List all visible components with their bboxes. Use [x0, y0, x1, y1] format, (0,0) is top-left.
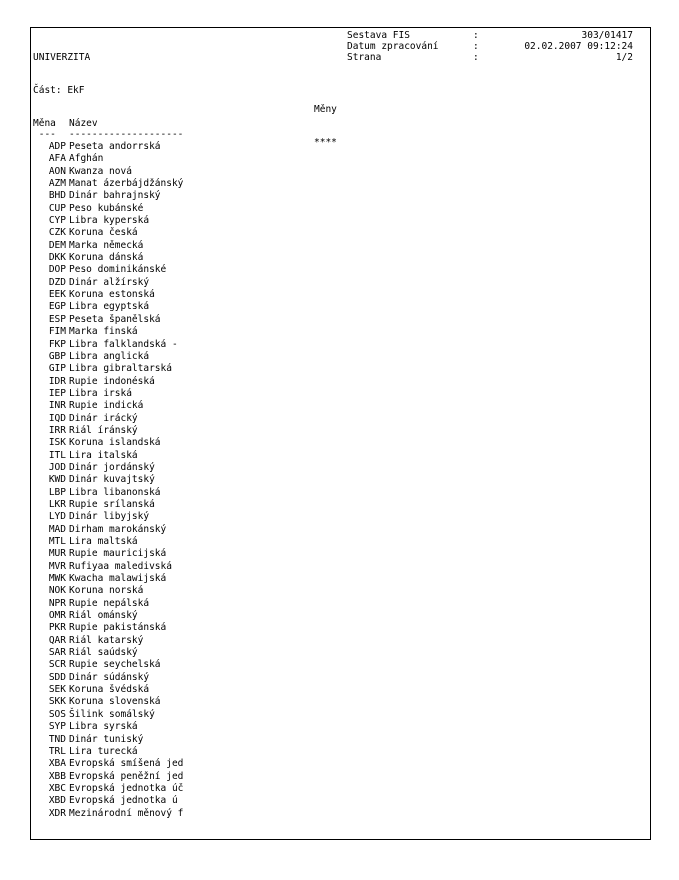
currency-name: Rupie indonéská — [69, 375, 155, 387]
currency-name: Koruna česká — [69, 227, 138, 239]
currency-code: NOK — [48, 585, 66, 597]
currency-name: Evropská smíšená jed — [69, 758, 184, 770]
currency-name: Riál íránský — [69, 424, 138, 436]
currency-code: FKP — [48, 338, 66, 350]
currency-code: LKR — [48, 498, 66, 510]
currency-code: FIM — [48, 326, 66, 338]
currency-name: Koruna islandská — [69, 437, 161, 449]
currency-name: Libra falklandská - — [69, 338, 178, 350]
separator-code — [33, 129, 69, 140]
header-row-date — [347, 41, 633, 52]
currency-name: Rupie indická — [69, 400, 144, 412]
currency-name: Peso dominikánské — [69, 264, 167, 276]
header-value: 1/2 — [615, 52, 633, 63]
table-row — [33, 363, 183, 375]
table-row — [33, 326, 183, 338]
header-value: 02.02.2007 09:12:24 — [524, 41, 633, 52]
currency-code: DEM — [48, 239, 66, 251]
currency-name: Libra syrská — [69, 721, 138, 733]
table-row — [33, 301, 183, 313]
currency-code: DKK — [48, 252, 66, 264]
currency-code: SYP — [48, 721, 66, 733]
currency-name: Libra egyptská — [69, 301, 150, 313]
currency-code: JOD — [48, 461, 66, 473]
currency-code: SCR — [48, 659, 66, 671]
currency-name: Afghán — [69, 153, 104, 165]
currency-code: MVR — [48, 560, 66, 572]
currency-code: LYD — [48, 511, 66, 523]
table-row — [33, 585, 183, 597]
header-value: 303/01417 — [581, 30, 633, 41]
currency-code: SAR — [48, 647, 66, 659]
currency-code: TRL — [48, 745, 66, 757]
header-label: Sestava FIS — [347, 30, 410, 41]
currency-name: Dinár kuvajtský — [69, 474, 155, 486]
currency-name: Lira turecká — [69, 745, 138, 757]
table-row — [33, 252, 183, 264]
currency-code: TND — [48, 733, 66, 745]
table-row — [33, 598, 183, 610]
currency-code: AZM — [48, 178, 66, 190]
table-row — [33, 462, 183, 474]
table-row — [33, 227, 183, 239]
table-row — [33, 548, 183, 560]
currency-name: Dinár súdánský — [69, 671, 150, 683]
currency-code: ISK — [48, 437, 66, 449]
table-row — [33, 758, 183, 770]
currency-code: XDR — [48, 807, 66, 819]
table-row — [33, 166, 183, 178]
currency-name: Koruna dánská — [69, 252, 144, 264]
currency-name: Manat ázerbájdžánský — [69, 178, 184, 190]
currency-name: Riál ománský — [69, 610, 138, 622]
currency-code: SDD — [48, 671, 66, 683]
currency-name: Dinár libyjský — [69, 511, 150, 523]
currency-code: AON — [48, 165, 66, 177]
table-row — [33, 474, 183, 486]
table-row — [33, 610, 183, 622]
table-row — [33, 635, 183, 647]
table-row — [33, 450, 183, 462]
table-row — [33, 190, 183, 202]
currency-code: GBP — [48, 350, 66, 362]
table-row — [33, 425, 183, 437]
table-row — [33, 153, 183, 165]
header-colon: : — [473, 41, 479, 52]
table-row — [33, 536, 183, 548]
currency-name: Koruna slovenská — [69, 696, 161, 708]
table-row — [33, 573, 183, 585]
currency-code: AFA — [48, 153, 66, 165]
currency-code: XBB — [48, 770, 66, 782]
table-row — [33, 511, 183, 523]
currency-name: Lira maltská — [69, 536, 138, 547]
currency-code: LBP — [48, 486, 66, 498]
currency-code: MTL — [48, 536, 66, 547]
header-row-page — [347, 52, 633, 63]
header-left — [33, 30, 90, 118]
table-row — [33, 437, 183, 449]
column-separator — [33, 129, 183, 140]
table-row — [33, 400, 183, 412]
currency-name: Mezinárodní měnový f — [69, 807, 184, 819]
currency-name: Riál katarský — [69, 634, 144, 646]
currency-name: Dirham marokánský — [69, 523, 167, 535]
currency-name: Marka finská — [69, 326, 138, 338]
currency-name: Koruna norská — [69, 585, 144, 597]
table-row — [33, 783, 183, 795]
currency-name: Koruna švédská — [69, 684, 150, 696]
currency-code: XBA — [48, 758, 66, 770]
table-row — [33, 203, 183, 215]
currency-code: SKK — [48, 696, 66, 708]
separator-name: -------------------- — [69, 129, 184, 140]
currency-name: Dinár bahrajnský — [69, 190, 161, 202]
table-row — [33, 339, 183, 351]
currency-name: Rufiyaa maledivská — [69, 560, 172, 572]
column-header-code: Měna — [33, 118, 56, 129]
table-row — [33, 696, 183, 708]
currency-name: Koruna estonská — [69, 289, 155, 301]
currency-name: Dinár irácký — [69, 412, 138, 424]
report-page — [30, 27, 651, 840]
currency-code: ESP — [48, 313, 66, 325]
header-row-report-id — [347, 30, 633, 41]
table-row — [33, 647, 183, 659]
currency-name: Marka německá — [69, 239, 144, 251]
currency-code: IQD — [48, 412, 66, 424]
currency-name: Rupie mauricijská — [69, 548, 167, 560]
header-part: Část: EkF — [33, 85, 85, 96]
currency-name: Dinár alžírský — [69, 276, 150, 288]
currency-code: MAD — [48, 523, 66, 535]
table-row — [33, 561, 183, 573]
table-row — [33, 721, 183, 733]
currency-list — [33, 141, 183, 820]
table-row — [33, 289, 183, 301]
table-row — [33, 351, 183, 363]
table-row — [33, 524, 183, 536]
header-right — [347, 30, 633, 63]
currency-code: XBD — [48, 795, 66, 807]
currency-code: ADP — [48, 141, 66, 152]
currency-code: MWK — [48, 573, 66, 585]
table-row — [33, 499, 183, 511]
column-header-name: Název — [69, 118, 98, 129]
currency-code: ITL — [48, 449, 66, 461]
currency-code: EGP — [48, 301, 66, 313]
currency-code: IRR — [48, 424, 66, 436]
currency-code: BHD — [48, 190, 66, 202]
table-row — [33, 388, 183, 400]
currency-name: Riál saúdský — [69, 647, 138, 659]
header-colon: : — [473, 52, 479, 63]
table-row — [33, 808, 183, 820]
currency-name: Rupie nepálská — [69, 597, 150, 609]
currency-name: Libra gibraltarská — [69, 363, 172, 375]
currency-code: QAR — [48, 634, 66, 646]
header-colon: : — [473, 30, 479, 41]
currency-name: Libra libanonská — [69, 486, 161, 498]
report-title-underline: **** — [314, 137, 337, 148]
report-title-block — [314, 82, 337, 170]
currency-code: CZK — [48, 227, 66, 239]
table-row — [33, 684, 183, 696]
currency-code: IEP — [48, 387, 66, 399]
currency-code: EEK — [48, 289, 66, 301]
currency-code: CUP — [48, 202, 66, 214]
table-row — [33, 314, 183, 326]
currency-code: MUR — [48, 548, 66, 560]
currency-name: Libra anglická — [69, 350, 150, 362]
currency-code: IDR — [48, 375, 66, 387]
currency-name: Rupie pakistánská — [69, 622, 167, 634]
header-label: Strana — [347, 52, 382, 63]
currency-code: GIP — [48, 363, 66, 375]
table-row — [33, 240, 183, 252]
table-row — [33, 672, 183, 684]
table-row — [33, 376, 183, 388]
currency-code: SEK — [48, 684, 66, 696]
table-row — [33, 709, 183, 721]
table-row — [33, 413, 183, 425]
currency-name: Peso kubánské — [69, 202, 144, 214]
currency-code: CYP — [48, 215, 66, 227]
table-row — [33, 141, 183, 153]
table-row — [33, 771, 183, 783]
currency-name: Evropská jednotka ú — [69, 795, 178, 807]
currency-name: Kwacha malawijská — [69, 573, 167, 585]
table-row — [33, 264, 183, 276]
header-org: UNIVERZITA — [33, 52, 91, 63]
currency-code: SOS — [48, 708, 66, 720]
currency-code: XBC — [48, 782, 66, 794]
currency-code: PKR — [48, 622, 66, 634]
table-row — [33, 277, 183, 289]
column-headers — [33, 118, 98, 129]
currency-code: KWD — [48, 474, 66, 486]
header-label: Datum zpracování — [347, 41, 439, 52]
table-row — [33, 734, 183, 746]
table-row — [33, 795, 183, 807]
currency-code: DOP — [48, 264, 66, 276]
currency-name: Evropská jednotka úč — [69, 782, 184, 794]
separator-code-dashes: --- — [38, 129, 56, 140]
table-row — [33, 622, 183, 634]
currency-name: Libra kyperská — [69, 215, 150, 227]
currency-name: Peseta andorrská — [69, 141, 161, 152]
currency-name: Dinár tuniský — [69, 733, 144, 745]
currency-code: INR — [48, 400, 66, 412]
currency-name: Evropská peněžní jed — [69, 770, 184, 782]
table-row — [33, 659, 183, 671]
currency-name: Rupie seychelská — [69, 659, 161, 671]
currency-name: Lira italská — [69, 449, 138, 461]
currency-code: NPR — [48, 597, 66, 609]
table-row — [33, 746, 183, 758]
currency-code: OMR — [48, 610, 66, 622]
currency-name: Šilink somálský — [69, 708, 155, 720]
report-title: Měny — [314, 104, 337, 115]
currency-name: Kwanza nová — [69, 165, 132, 177]
table-row — [33, 487, 183, 499]
currency-name: Peseta španělská — [69, 313, 161, 325]
table-row — [33, 215, 183, 227]
currency-code: DZD — [48, 276, 66, 288]
currency-name: Libra irská — [69, 387, 132, 399]
table-row — [33, 178, 183, 190]
currency-name: Rupie srílanská — [69, 498, 155, 510]
currency-name: Dinár jordánský — [69, 461, 155, 473]
